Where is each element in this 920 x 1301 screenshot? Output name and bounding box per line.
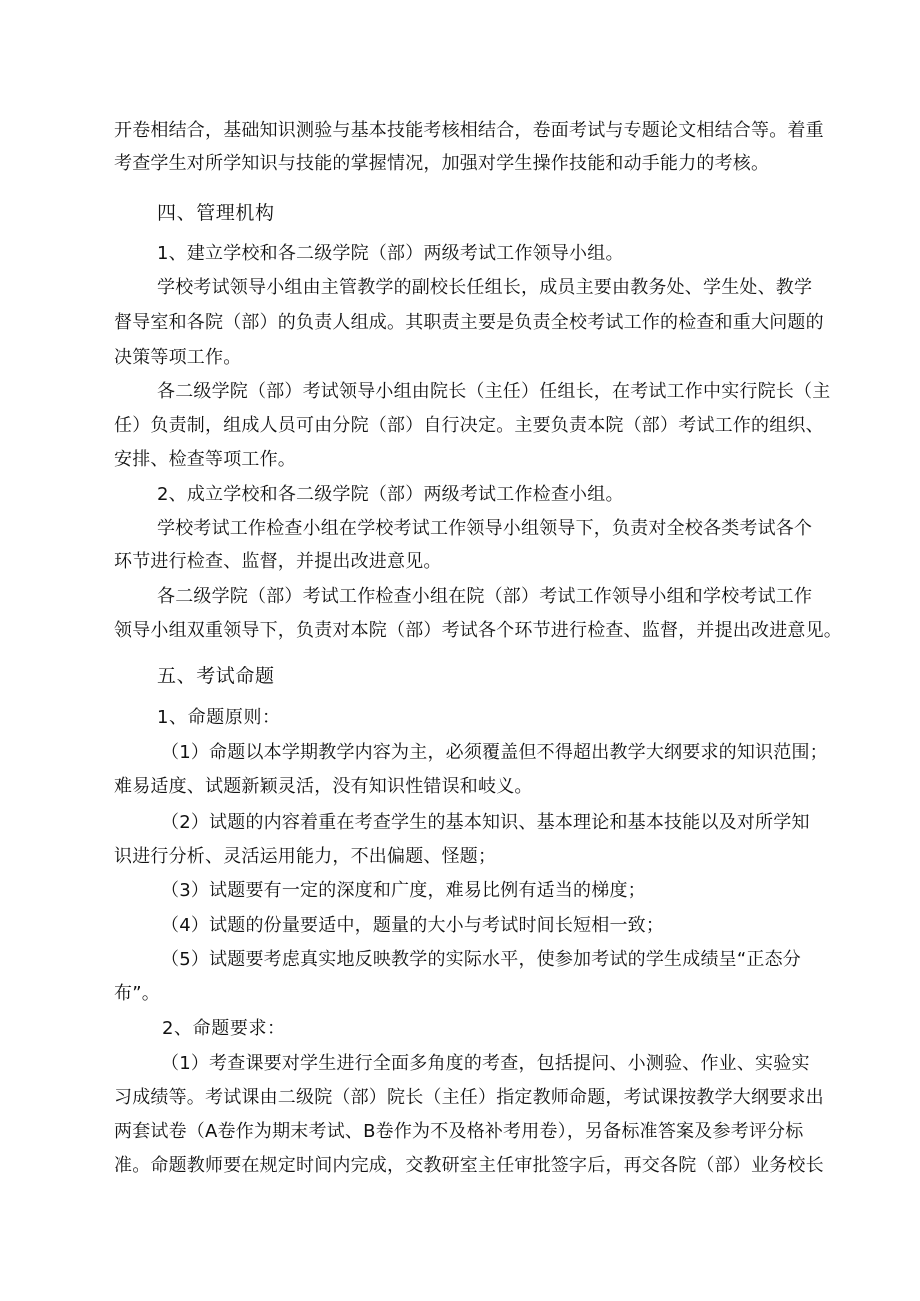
paragraph-line: 决策等项工作。 (114, 347, 242, 368)
numbered-item: 1、建立学校和各二级学院（部）两级考试工作领导小组。 (157, 243, 624, 264)
paragraph-line: （2）试题的内容着重在考查学生的基本知识、基本理论和基本技能以及对所学知 (161, 812, 810, 833)
section-heading: 五、考试命题 (157, 665, 275, 687)
paragraph-line: 任）负责制，组成人员可由分院（部）自行决定。主要负责本院（部）考试工作的组织、 (114, 415, 824, 436)
paragraph-line: 各二级学院（部）考试工作检查小组在院（部）考试工作领导小组和学校考试工作 (157, 586, 813, 607)
paragraph-line: （1）命题以本学期教学内容为主，必须覆盖但不得超出教学大纲要求的知识范围； (161, 742, 828, 763)
paragraph-line: 布”。 (114, 983, 160, 1004)
paragraph-line: 各二级学院（部）考试领导小组由院长（主任）任组长，在考试工作中实行院长（主 (157, 381, 831, 402)
paragraph-line: 开卷相结合，基础知识测验与基本技能考核相结合，卷面考试与专题论文相结合等。着重 (114, 120, 824, 141)
paragraph-line: 识进行分析、灵活运用能力，不出偏题、怪题； (114, 846, 497, 867)
paragraph-line: （5）试题要考虑真实地反映教学的实际水平，使参加考试的学生成绩呈“正态分 (161, 949, 801, 970)
paragraph-line: （3）试题要有一定的深度和广度，难易比例有适当的梯度； (161, 880, 646, 901)
section-heading: 四、管理机构 (157, 202, 275, 224)
paragraph-line: 学校考试领导小组由主管教学的副校长任组长，成员主要由教务处、学生处、教学 (157, 277, 813, 298)
paragraph-line: 习成绩等。考试课由二级院（部）院长（主任）指定教师命题，考试课按教学大纲要求出 (114, 1087, 824, 1108)
paragraph-line: 难易适度、试题新颖灵活，没有知识性错误和岐义。 (114, 776, 533, 797)
numbered-item: 2、成立学校和各二级学院（部）两级考试工作检查小组。 (157, 484, 624, 505)
paragraph-line: 环节进行检查、监督，并提出改进意见。 (114, 551, 442, 572)
paragraph-line: （4）试题的份量要适中，题量的大小与考试时间长短相一致； (161, 915, 665, 936)
paragraph-line: 安排、检查等项工作。 (114, 449, 296, 470)
paragraph-line: 准。命题教师要在规定时间内完成，交教研室主任审批签字后，再交各院（部）业务校长 (114, 1155, 824, 1176)
subsection-heading: 2、命题要求： (162, 1018, 286, 1039)
paragraph-line: 两套试卷（A卷作为期末考试、B卷作为不及格补考用卷），另备标准答案及参考评分标 (114, 1121, 804, 1142)
paragraph-line: 领导小组双重领导下，负责对本院（部）考试各个环节进行检查、监督，并提出改进意见。 (114, 620, 842, 641)
paragraph-line: 督导室和各院（部）的负责人组成。其职责主要是负责全校考试工作的检查和重大问题的 (114, 312, 824, 333)
paragraph-line: （1）考查课要对学生进行全面多角度的考查，包括提问、小测验、作业、实验实 (161, 1053, 810, 1074)
paragraph-line: 考查学生对所学知识与技能的掌握情况，加强对学生操作技能和动手能力的考核。 (114, 153, 770, 174)
subsection-heading: 1、命题原则： (157, 707, 281, 728)
paragraph-line: 学校考试工作检查小组在学校考试工作领导小组领导下，负责对全校各类考试各个 (157, 518, 813, 539)
